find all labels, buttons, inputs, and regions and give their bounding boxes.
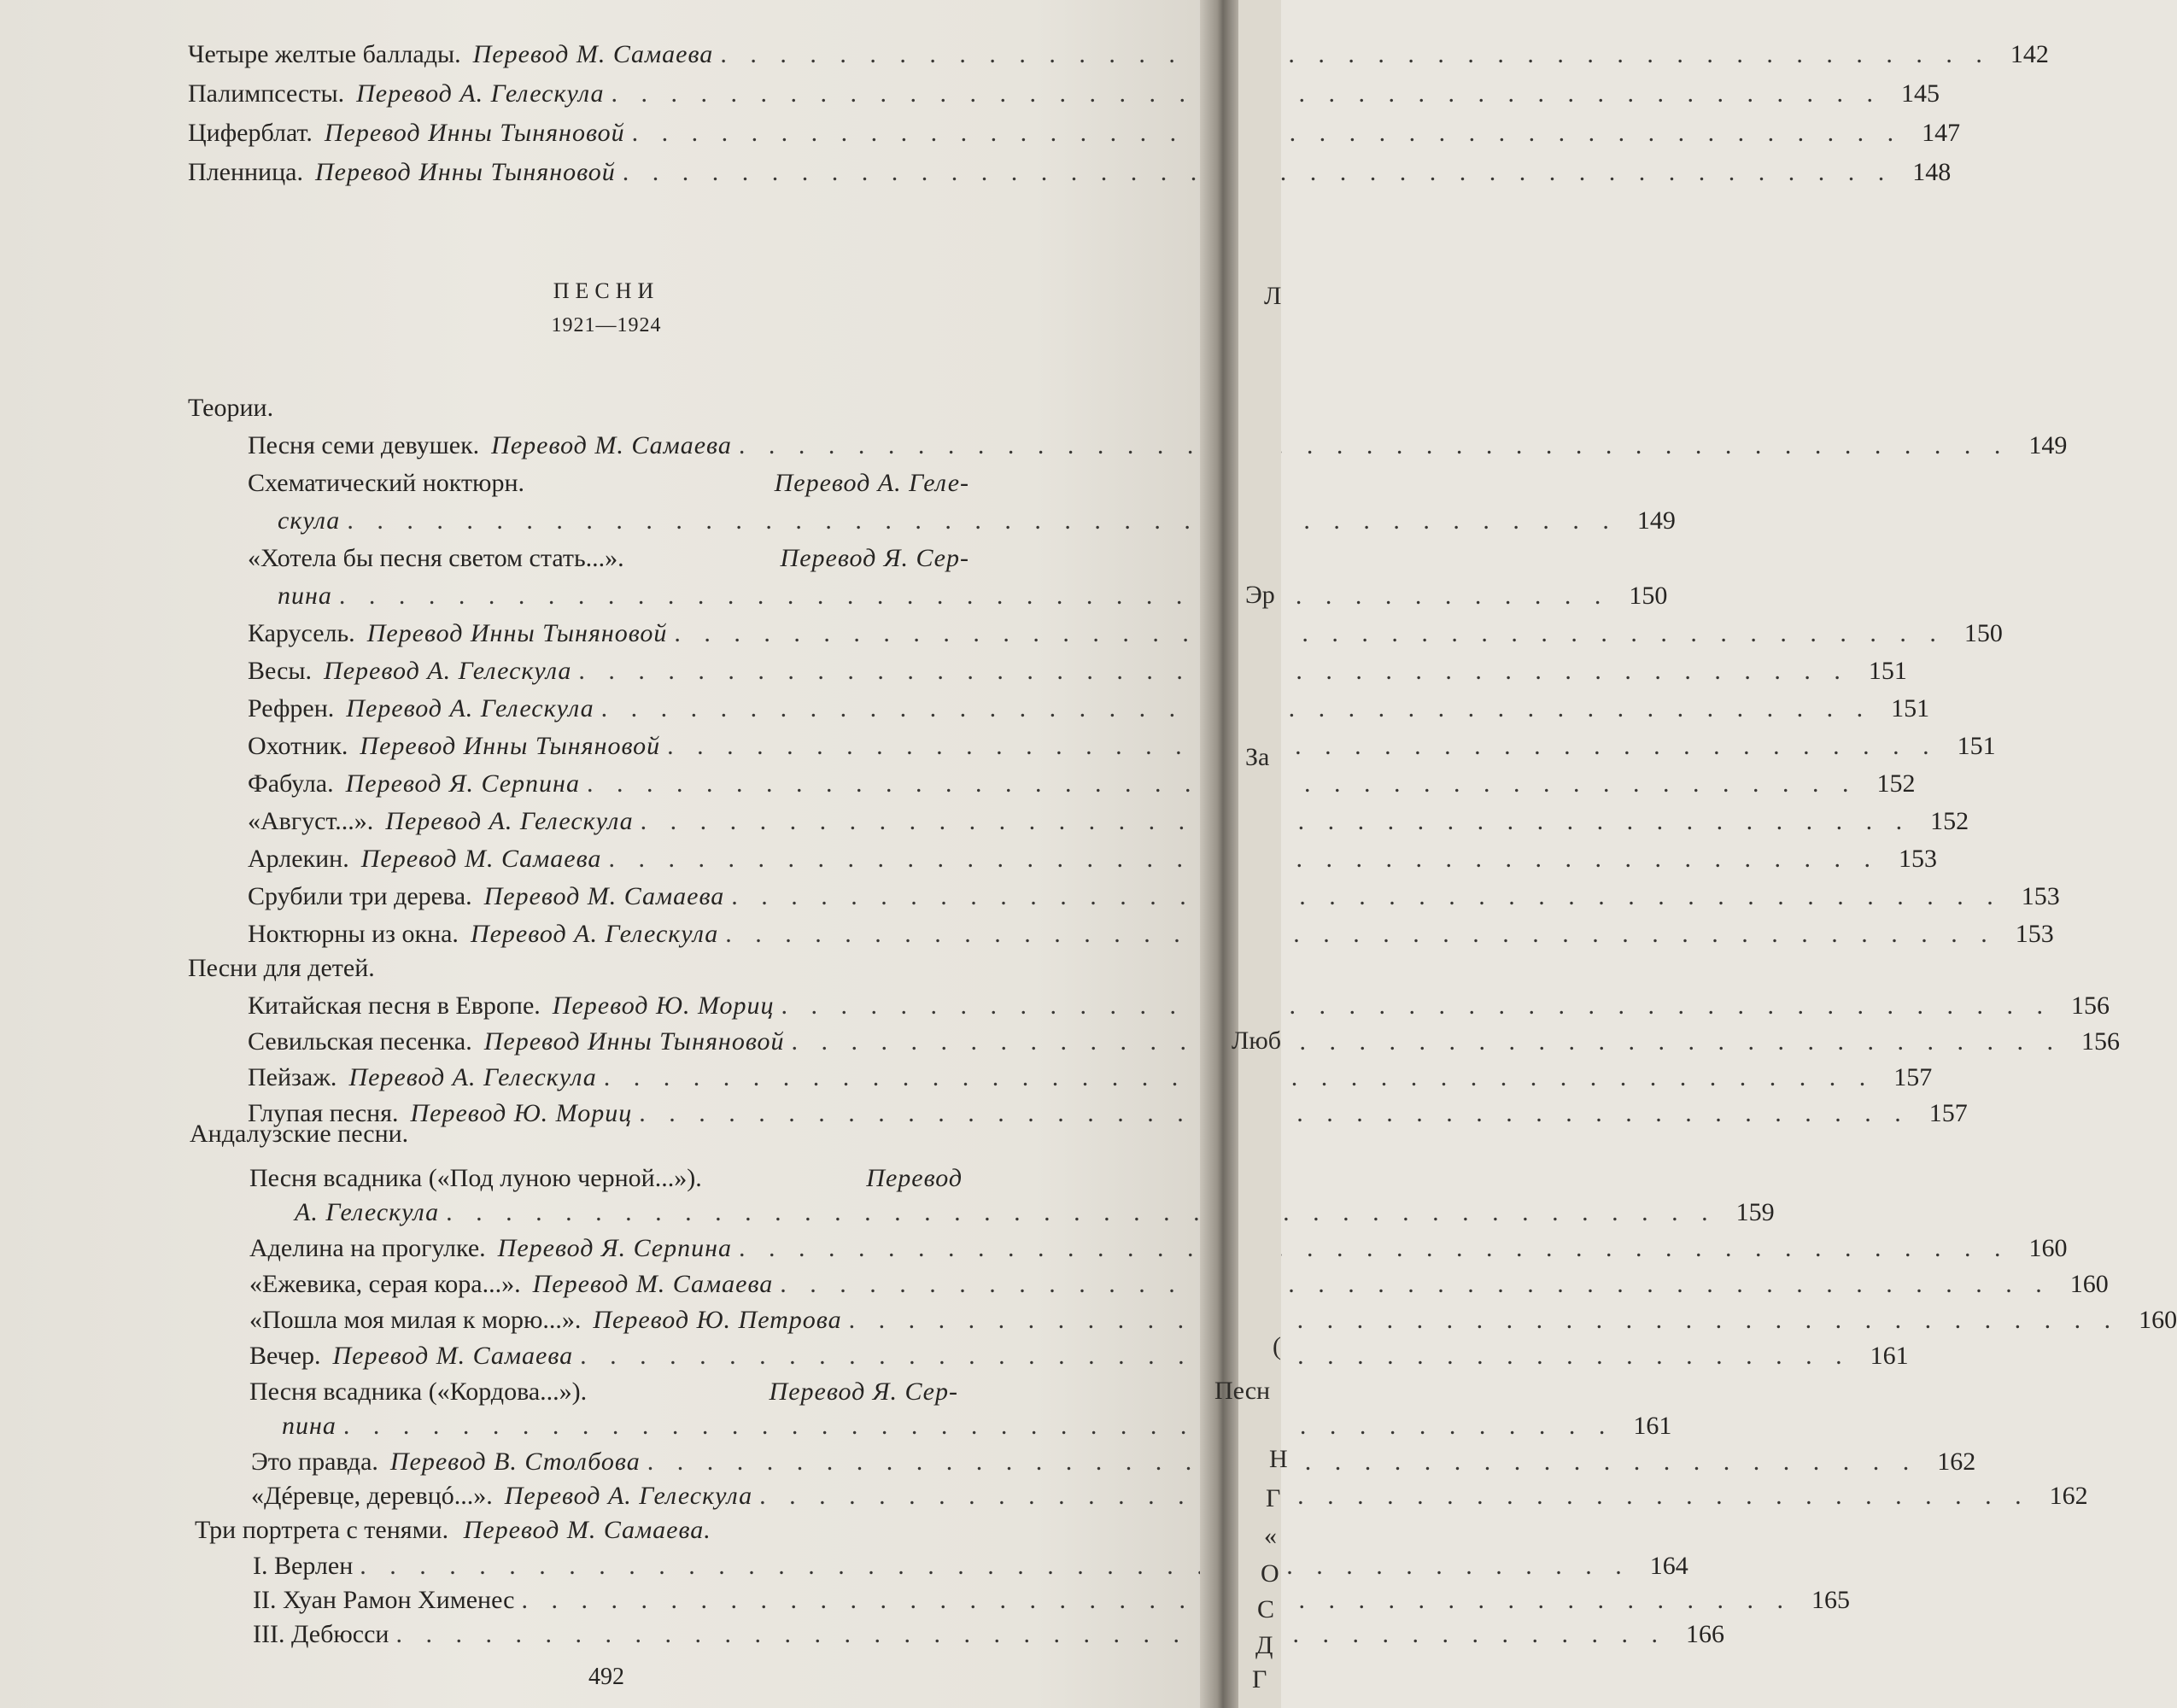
entry-title: Схематический ноктюрн. bbox=[248, 469, 525, 497]
toc-entry bbox=[248, 693, 1930, 724]
entry-translator: Перевод В. Столбова bbox=[389, 1448, 641, 1476]
entry-translator: Перевод Инны Тыняновой bbox=[324, 119, 625, 147]
group-translator: Перевод М. Самаева. bbox=[463, 1516, 711, 1544]
adjacent-fragment: Д bbox=[1255, 1631, 1273, 1659]
leader-dots bbox=[347, 506, 1618, 536]
section-years: 1921—1924 bbox=[551, 314, 662, 336]
entry-page: 148 bbox=[1912, 158, 1952, 186]
entry-translator: Перевод Я. Сер- bbox=[780, 544, 969, 572]
adjacent-fragment: За bbox=[1245, 743, 1270, 771]
entry-translator-cont: пина bbox=[282, 1412, 336, 1440]
entry-translator: Перевод А. Гелескула bbox=[346, 694, 594, 722]
toc-entry bbox=[188, 118, 1961, 149]
adjacent-fragment: Г bbox=[1252, 1665, 1267, 1693]
entry-translator: Перевод М. Самаева bbox=[332, 1342, 574, 1370]
entry-translator: Перевод А. Гелескула bbox=[348, 1063, 597, 1091]
entry-page: 152 bbox=[1930, 807, 1969, 835]
adjacent-page-edge bbox=[1214, 0, 1288, 1708]
toc-entry bbox=[249, 1233, 2068, 1264]
adjacent-fragment: О bbox=[1261, 1559, 1279, 1588]
entry-translator-cont: скула bbox=[278, 506, 341, 535]
toc-entry bbox=[188, 157, 1952, 188]
toc-entry bbox=[248, 881, 2060, 912]
entry-translator-cont: А. Гелескула bbox=[295, 1198, 440, 1226]
entry-page: 162 bbox=[2049, 1482, 2088, 1510]
entry-translator-cont: пина bbox=[278, 582, 332, 610]
entry-page: 162 bbox=[1937, 1448, 1976, 1476]
toc-entry bbox=[188, 79, 1940, 109]
entry-title: Песня всадника («Кордова...»). bbox=[249, 1378, 588, 1406]
toc-entry bbox=[253, 1585, 1850, 1616]
entry-page: 151 bbox=[1957, 732, 1996, 760]
entry-title: III. Дебюсси bbox=[253, 1620, 389, 1648]
toc-entry bbox=[278, 506, 1676, 536]
group-title: Андалузские песни. bbox=[190, 1120, 409, 1148]
entry-title: Карусель. bbox=[248, 619, 355, 647]
toc-entry-first-line bbox=[249, 1163, 963, 1194]
toc-entry bbox=[248, 1062, 1933, 1093]
entry-translator: Перевод А. Гелескула bbox=[504, 1482, 753, 1510]
leader-dots bbox=[343, 1411, 1614, 1442]
entry-title: Циферблат. bbox=[188, 119, 313, 147]
entry-title: Четыре желтые баллады. bbox=[188, 40, 461, 68]
leader-dots bbox=[720, 39, 1991, 70]
entry-title: Глупая песня. bbox=[248, 1099, 399, 1127]
entry-translator: Перевод М. Самаева bbox=[532, 1270, 774, 1298]
leader-dots bbox=[731, 881, 2002, 912]
adjacent-fragment: « bbox=[1264, 1522, 1277, 1550]
entry-title: Рефрен. bbox=[248, 694, 335, 722]
entry-page: 153 bbox=[1898, 845, 1937, 873]
entry-title: «Ежевика, серая кора...». bbox=[249, 1270, 521, 1298]
entry-translator: Перевод М. Самаева bbox=[483, 882, 725, 910]
entry-page: 161 bbox=[1633, 1412, 1672, 1440]
entry-title: Это правда. bbox=[251, 1448, 378, 1476]
toc-entry bbox=[249, 1341, 1909, 1372]
entry-translator: Перевод А. Гелескула bbox=[356, 79, 605, 108]
entry-translator: Перевод М. Самаева bbox=[360, 845, 602, 873]
toc-entry bbox=[251, 1447, 1976, 1477]
toc-entry bbox=[251, 1481, 2088, 1512]
leader-dots bbox=[759, 1481, 2030, 1512]
leader-dots bbox=[739, 1233, 2010, 1264]
entry-title: Песня семи девушек. bbox=[248, 431, 480, 459]
entry-page: 142 bbox=[2010, 40, 2049, 68]
entry-page: 149 bbox=[1636, 506, 1676, 535]
entry-translator: Перевод Инны Тыняновой bbox=[315, 158, 616, 186]
entry-title: Весы. bbox=[248, 657, 313, 685]
leader-dots bbox=[339, 581, 1610, 611]
entry-page: 147 bbox=[1922, 119, 1961, 147]
toc-entry bbox=[249, 1305, 2177, 1336]
entry-page: 152 bbox=[1876, 769, 1916, 798]
entry-title: «Дéревце, деревцó...». bbox=[251, 1482, 493, 1510]
toc-entry bbox=[282, 1411, 1672, 1442]
leader-dots bbox=[739, 430, 2010, 461]
adjacent-fragment: Люб bbox=[1232, 1027, 1282, 1055]
leader-dots bbox=[667, 731, 1938, 762]
leader-dots bbox=[674, 618, 1945, 649]
entry-title: Аделина на прогулке. bbox=[249, 1234, 486, 1262]
entry-page: 166 bbox=[1685, 1620, 1724, 1648]
toc-entry bbox=[248, 618, 2003, 649]
leader-dots bbox=[446, 1197, 1717, 1228]
entry-title: Ноктюрны из окна. bbox=[248, 920, 459, 948]
entry-title: «Хотела бы песня светом стать...». bbox=[248, 544, 624, 572]
entry-page: 151 bbox=[1868, 657, 1907, 685]
entry-page: 157 bbox=[1893, 1063, 1933, 1091]
toc-entry bbox=[295, 1197, 1775, 1228]
entry-title: Вечер. bbox=[249, 1342, 321, 1370]
entry-title: Пленница. bbox=[188, 158, 303, 186]
entry-title: Пейзаж. bbox=[248, 1063, 337, 1091]
entry-title: Охотник. bbox=[248, 732, 348, 760]
group-title: Песни для детей. bbox=[188, 954, 375, 982]
entry-title: «Пошла моя милая к морю...». bbox=[249, 1306, 582, 1334]
entry-page: 149 bbox=[2028, 431, 2068, 459]
entry-translator: Перевод bbox=[866, 1164, 963, 1192]
toc-entry bbox=[248, 919, 2054, 950]
entry-translator: Перевод А. Геле- bbox=[774, 469, 969, 497]
toc-entry bbox=[248, 991, 2110, 1021]
toc-entry bbox=[248, 769, 1916, 799]
leader-dots bbox=[725, 919, 1996, 950]
entry-page: 159 bbox=[1735, 1198, 1775, 1226]
entry-page: 160 bbox=[2028, 1234, 2068, 1262]
toc-entry bbox=[248, 844, 1937, 874]
toc-entry bbox=[253, 1619, 1724, 1650]
entry-title: Арлекин. bbox=[248, 845, 349, 873]
entry-translator: Перевод Ю. Мориц bbox=[552, 991, 775, 1020]
entry-translator: Перевод Я. Серпина bbox=[345, 769, 580, 798]
entry-title: Фабула. bbox=[248, 769, 334, 798]
entry-title: Севильская песенка. bbox=[248, 1027, 472, 1056]
toc-entry-first-line bbox=[249, 1377, 958, 1407]
entry-page: 153 bbox=[2015, 920, 2054, 948]
entry-translator: Перевод Инны Тыняновой bbox=[483, 1027, 785, 1056]
entry-title: Палимпсесты. bbox=[188, 79, 345, 108]
leader-dots bbox=[781, 991, 2052, 1021]
entry-translator: Перевод Ю. Петрова bbox=[593, 1306, 842, 1334]
entry-title: Китайская песня в Европе. bbox=[248, 991, 541, 1020]
adjacent-fragment: Л bbox=[1264, 282, 1282, 310]
toc-entry-first-line bbox=[248, 543, 969, 574]
entry-page: 150 bbox=[1963, 619, 2003, 647]
group-title: Теории. bbox=[188, 394, 274, 422]
page-number: 492 bbox=[588, 1664, 624, 1690]
entry-page: 165 bbox=[1811, 1586, 1850, 1614]
entry-translator: Перевод Ю. Мориц bbox=[410, 1099, 633, 1127]
entry-translator: Перевод А. Гелескула bbox=[470, 920, 719, 948]
toc-entry bbox=[248, 430, 2068, 461]
adjacent-fragment: Песн bbox=[1214, 1377, 1271, 1405]
book-gutter bbox=[1200, 0, 1238, 1708]
entry-title: Песня всадника («Под луною черной...»). bbox=[249, 1164, 702, 1192]
entry-translator: Перевод А. Гелескула bbox=[324, 657, 572, 685]
entry-translator: Перевод Я. Серпина bbox=[497, 1234, 733, 1262]
entry-page: 153 bbox=[2021, 882, 2060, 910]
toc-entry bbox=[188, 39, 2049, 70]
adjacent-fragment: Г bbox=[1266, 1484, 1281, 1512]
entry-page: 151 bbox=[1891, 694, 1930, 722]
entry-translator: Перевод Инны Тыняновой bbox=[360, 732, 661, 760]
entry-title: «Август...». bbox=[248, 807, 374, 835]
toc-entry-first-line bbox=[248, 468, 969, 499]
adjacent-fragment: Эр bbox=[1245, 581, 1275, 609]
leader-dots bbox=[360, 1551, 1630, 1582]
adjacent-fragment: Н bbox=[1269, 1445, 1288, 1473]
leader-dots bbox=[395, 1619, 1666, 1650]
entry-page: 161 bbox=[1870, 1342, 1909, 1370]
entry-translator: Перевод Я. Сер- bbox=[769, 1378, 958, 1406]
entry-translator: Перевод М. Самаева bbox=[472, 40, 714, 68]
entry-translator: Перевод Инны Тыняновой bbox=[366, 619, 668, 647]
group-title bbox=[195, 1515, 711, 1546]
entry-page: 160 bbox=[2139, 1306, 2177, 1334]
entry-page: 157 bbox=[1928, 1099, 1968, 1127]
entry-page: 164 bbox=[1649, 1552, 1688, 1580]
entry-page: 150 bbox=[1629, 582, 1668, 610]
toc-entry bbox=[248, 806, 1969, 837]
leader-dots bbox=[791, 1027, 2062, 1057]
entry-page: 156 bbox=[2071, 991, 2110, 1020]
entry-page: 145 bbox=[1900, 79, 1940, 108]
entry-translator: Перевод А. Гелескула bbox=[385, 807, 634, 835]
group-title-text: Три портрета с тенями. bbox=[195, 1516, 449, 1544]
entry-title: I. Верлен bbox=[253, 1552, 354, 1580]
entry-title: II. Хуан Рамон Хименес bbox=[253, 1586, 515, 1614]
entry-page: 160 bbox=[2069, 1270, 2109, 1298]
section-heading: ПЕСНИ bbox=[553, 278, 660, 303]
entry-translator: Перевод М. Самаева bbox=[491, 431, 732, 459]
adjacent-fragment: ( bbox=[1273, 1332, 1281, 1360]
entry-title: Срубили три дерева. bbox=[248, 882, 472, 910]
toc-entry bbox=[253, 1551, 1688, 1582]
leader-dots bbox=[780, 1269, 2051, 1300]
leader-dots bbox=[849, 1305, 2120, 1336]
leader-dots bbox=[521, 1585, 1792, 1616]
toc-entry bbox=[248, 656, 1907, 687]
toc-entry bbox=[249, 1269, 2109, 1300]
entry-page: 156 bbox=[2080, 1027, 2120, 1056]
adjacent-fragment: С bbox=[1257, 1595, 1275, 1623]
